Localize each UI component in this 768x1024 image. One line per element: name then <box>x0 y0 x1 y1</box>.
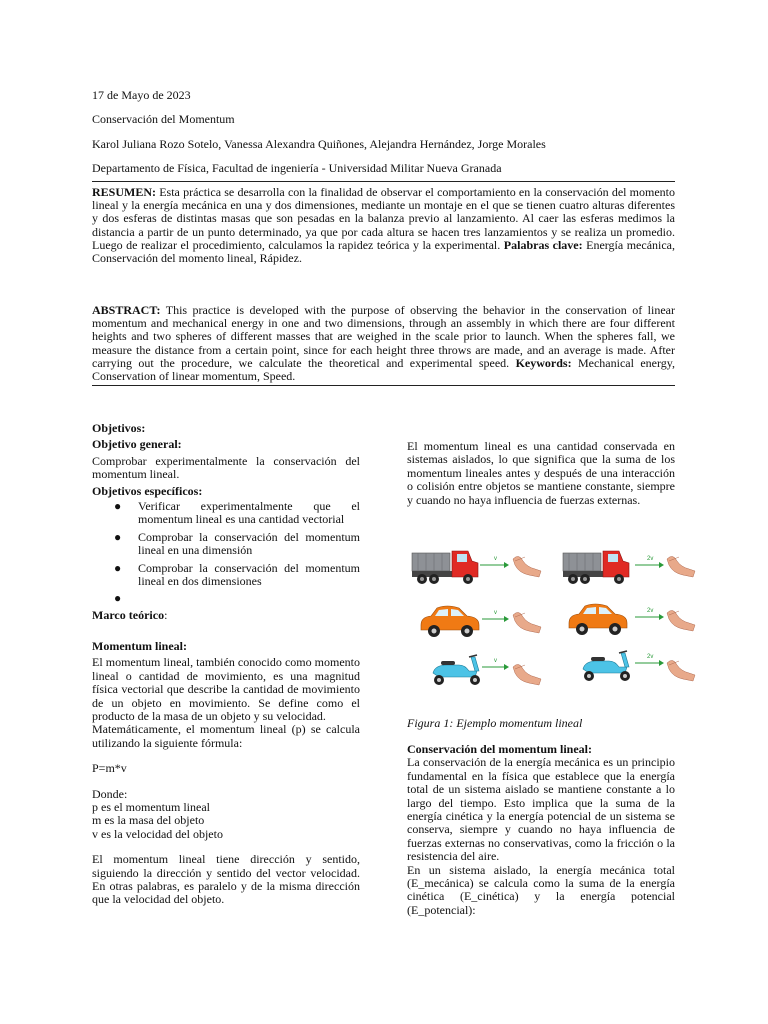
hand-image <box>667 660 695 681</box>
conservacion-paragraph-2: En un sistema aislado, la energía mecánica total (E_mecánica) se calcula como la suma de la energía cinética (E_cinética) y la energía potencial (E_potencial): <box>407 862 675 917</box>
velocity-label: v <box>494 610 497 616</box>
velocity-label: v <box>494 556 497 562</box>
hand-image <box>667 556 695 577</box>
hand-image <box>667 610 695 631</box>
right-column-intro <box>407 440 675 507</box>
car-image <box>421 606 479 637</box>
abstract-keywords: Mechanical energy, Conservation of linear momentum, Speed. <box>92 355 676 384</box>
objetivo-general-text: Comprobar experimentalmente la conservación del momentum lineal. <box>92 453 360 482</box>
arrow-head-icon <box>659 614 664 620</box>
momentum-figure <box>407 535 702 700</box>
momentum-heading: Momentum lineal: <box>92 638 187 653</box>
arrow-head-icon <box>504 562 509 568</box>
resumen-text: Esta práctica se desarrolla con la finalidad de observar el comportamiento en la conservación del momento lineal y la energía mecánica en una y dos dimensiones, mediante un montaje en el que se tienen cuatro alturas diferentes y dos esferas de distintas masas que son pesadas en la balanza previo al lanzamiento. Al caer las esferas medimos la distancia a partir de un punto determinado, ya que por cada altura se hacen tres lanzamientos y se realiza un promedio. Luego de realizar el procedimiento, calculamos la rapidez teórica y la experimental. <box>92 185 676 252</box>
resumen-keywords: Energía mecánica, Conservación del momento lineal, Rápidez. <box>92 237 676 266</box>
momentum-paragraph-3: El momentum lineal tiene dirección y sentido, siguiendo la dirección y sentido del vector velocidad. En otras palabras, es paralelo y de la misma dirección que la velocidad del objeto. <box>92 852 360 907</box>
velocity-label: 2v <box>647 654 654 660</box>
divider <box>92 385 675 386</box>
objetivos-heading: Objetivos: <box>92 421 146 435</box>
arrow-head-icon <box>504 616 509 622</box>
paper-title: Conservación del Momentum <box>92 112 235 126</box>
hand-image <box>513 556 541 577</box>
car-image <box>569 604 627 635</box>
list-item: ● Comprobar la conservación del momentum lineal en una dimensión <box>114 529 360 558</box>
momentum-paragraph-2: Matemáticamente, el momentum lineal (p) se calcula utilizando la siguiente fórmula: <box>92 722 360 750</box>
scooter-image <box>583 651 630 681</box>
abstract-section <box>92 304 675 383</box>
list-item: ● Verificar experimentalmente que el momentum lineal es una cantidad vectorial <box>114 499 360 527</box>
bullet-icon: ● <box>114 529 122 544</box>
marco-teorico-heading: Marco teórico: <box>92 608 168 623</box>
scooter-image <box>433 655 480 685</box>
definition-m: m es la masa del objeto <box>92 813 205 828</box>
arrow-head-icon <box>659 660 664 666</box>
arrow-head-icon <box>659 562 664 568</box>
velocity-label: 2v <box>647 556 654 562</box>
figure-caption: Figura 1: Ejemplo momentum lineal <box>407 716 583 730</box>
velocity-label: v <box>494 658 497 664</box>
resumen-keywords-label: Palabras clave: <box>503 237 583 252</box>
conservacion-paragraph: La conservación de la energía mecánica es un principio fundamental en la física que establece que la energía total de un sistema aislado se mantiene constante a lo largo del tiempo. Esto implica que la suma de la energía cinética y la energía potencial de un sistema se conserva, siempre y cuando no haya influencia de fuerzas externas no conservativas, como la fricción o la resistencia del aire. <box>407 755 675 864</box>
abstract-label: ABSTRACT: <box>92 303 161 317</box>
definition-v: v es la velocidad del objeto <box>92 826 223 841</box>
truck-image <box>412 551 478 584</box>
right-column-conservation <box>407 743 675 917</box>
list-item: ● Comprobar la conservación del momentum lineal en dos dimensiones <box>114 560 360 589</box>
formula: P=m*v <box>92 761 127 776</box>
objetivos-list <box>92 500 360 605</box>
momentum-paragraph: El momentum lineal, también conocido como momento lineal o cantidad de movimiento, es una magnitud física vectorial que describe la cantidad de movimiento de un objeto en movimiento. Se define como el producto de la masa de un objeto y su velocidad. <box>92 655 360 723</box>
conservacion-heading: Conservación del momentum lineal: <box>407 742 592 756</box>
bullet-icon: ● <box>114 560 122 575</box>
truck-image <box>563 551 629 584</box>
affiliation: Departamento de Física, Facultad de ingeniería - Universidad Militar Nueva Granada <box>92 161 502 175</box>
authors: Karol Juliana Rozo Sotelo, Vanessa Alexandra Quiñones, Alejandra Hernández, Jorge Morales <box>92 137 546 151</box>
donde-label: Donde: <box>92 786 128 801</box>
divider <box>92 181 675 182</box>
hand-image <box>513 612 541 633</box>
definition-p: p es el momentum lineal <box>92 799 210 814</box>
list-item <box>92 592 360 605</box>
velocity-label: 2v <box>647 608 654 614</box>
objetivos-especificos-heading: Objetivos específicos: <box>92 483 203 498</box>
momentum-conserved-paragraph: El momentum lineal es una cantidad conservada en sistemas aislados, lo que significa que la suma de los momentum lineales antes y después de una interacción o colisión entre objetos se mantiene constante, siempre y cuando no haya influencia de fuerzas externas. <box>407 439 675 507</box>
objetivo-general-heading: Objetivo general: <box>92 437 182 452</box>
abstract-keywords-label: Keywords: <box>515 355 572 370</box>
resumen-section <box>92 186 675 265</box>
arrow-head-icon <box>504 664 509 670</box>
resumen-label: RESUMEN: <box>92 185 157 199</box>
left-column <box>92 422 360 907</box>
bullet-icon: ● <box>114 591 122 606</box>
hand-image <box>513 664 541 685</box>
abstract-text: This practice is developed with the purpose of observing the behavior in the conservation of linear momentum and mechanical energy in one and two dimensions, through an assembly in which there are four different heights and two spheres of different masses that are weighed in the scale prior to launch. When the spheres fall, we measure the distance from a certain point, since for each height three throws are made, and an average is made. After carrying out the procedure, we calculate the theoretical and experimental speed. <box>92 303 675 370</box>
bullet-icon: ● <box>114 499 122 514</box>
date: 17 de Mayo de 2023 <box>92 88 191 102</box>
